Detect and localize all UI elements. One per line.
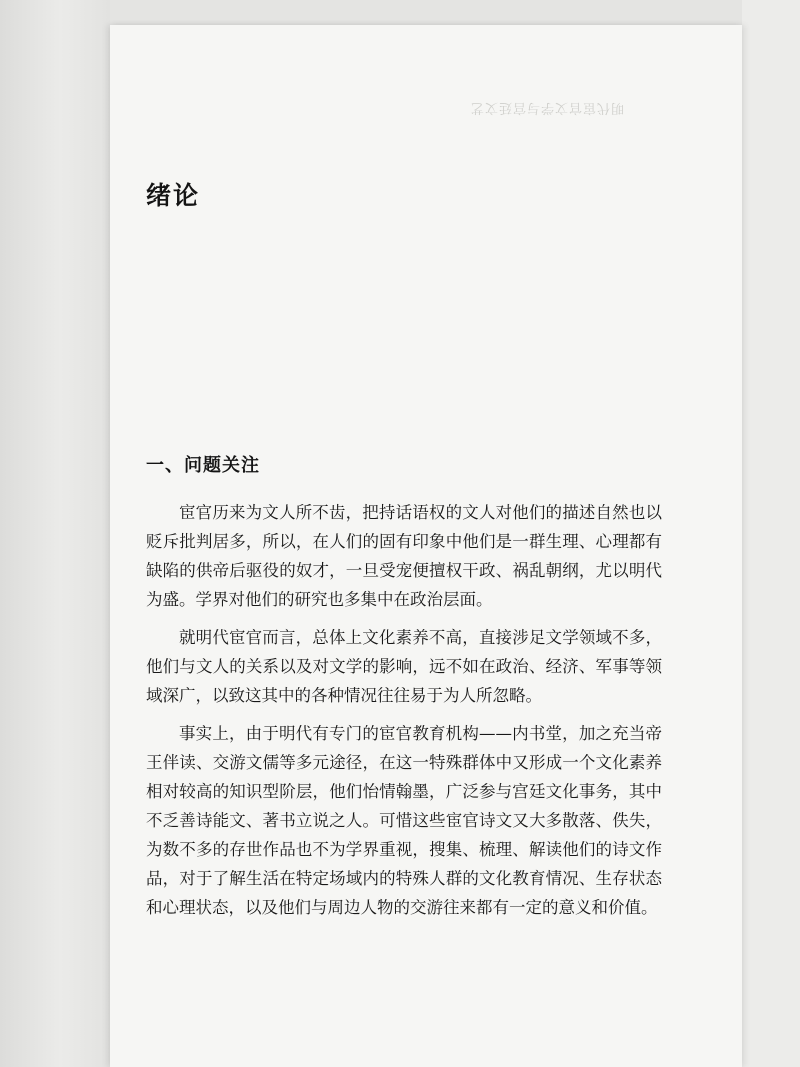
paragraph-3: 事实上，由于明代有专门的宦官教育机构——内书堂，加之充当帝王伴读、交游文儒等多元途径，在这一特殊群体中又形成一个文化素养相对较高的知识型阶层，他们怡情翰墨，广泛参与宫廷文化事务，其中不乏善诗能文、著书立说之人。可惜这些宦官诗文又大多散落、佚失，为数不多的存世作品也不为学界重视，搜集、梳理、解读他们的诗文作品，对于了解生活在特定场域内的特殊人群的文化教育情况、生存状态和心理状态，以及他们与周边人物的交游往来都有一定的意义和价值。 bbox=[146, 724, 662, 917]
paragraph-2: 就明代宦官而言，总体上文化素养不高，直接涉足文学领域不多，他们与文人的关系以及对文学的影响，远不如在政治、经济、军事等领域深广，以致这其中的各种情况往往易于为人所忽略。 bbox=[146, 628, 662, 705]
paragraph-1: 宦官历来为文人所不齿，把持话语权的文人对他们的描述自然也以贬斥批判居多，所以，在人们的固有印象中他们是一群生理、心理都有缺陷的供帝后驱役的奴才，一旦受宠便擅权干政、祸乱朝纲，尤以明代为盛。学界对他们的研究也多集中在政治层面。 bbox=[146, 503, 662, 609]
running-head-bleedthrough: 明代宦官文学与宫廷文艺 bbox=[470, 100, 625, 115]
adjacent-page-edge bbox=[0, 0, 110, 1067]
background-surface bbox=[742, 0, 800, 1067]
chapter-title: 绪论 bbox=[146, 181, 201, 210]
section-title: 一、问题关注 bbox=[146, 455, 260, 476]
body-text bbox=[146, 498, 662, 931]
